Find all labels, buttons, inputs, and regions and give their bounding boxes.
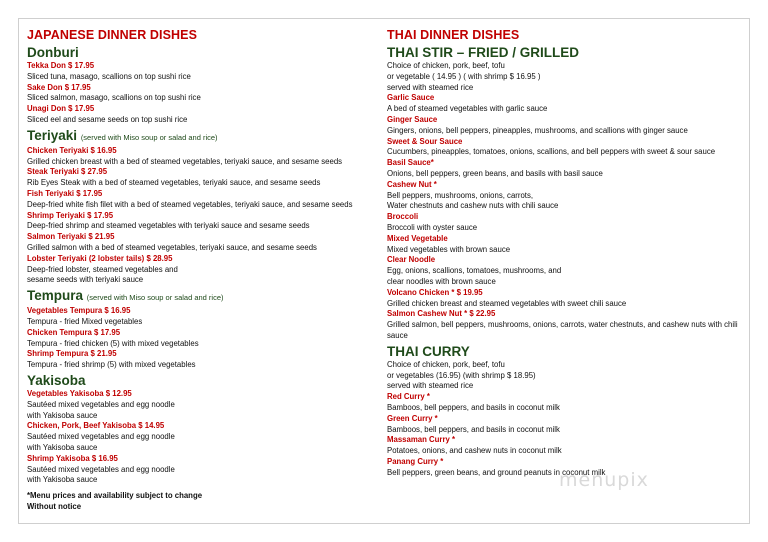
menu-item — [387, 137, 749, 159]
menu-item-description: clear noodles with brown sauce — [387, 276, 496, 286]
menu-item-name: Chicken Teriyaki $ 16.95 — [27, 145, 117, 155]
menu-item-name: Chicken, Pork, Beef Yakisoba $ 14.95 — [27, 421, 165, 431]
yakisoba-heading: Yakisoba — [27, 372, 86, 388]
menu-item — [27, 254, 367, 286]
menu-item — [27, 146, 367, 168]
menu-item-description: Sautéed mixed vegetables and egg noodle — [27, 432, 175, 442]
menu-item-name: Red Curry * — [387, 392, 430, 402]
menu-item-name: Unagi Don $ 17.95 — [27, 104, 95, 114]
menu-item-name: Chicken Tempura $ 17.95 — [27, 327, 121, 337]
donburi-heading: Donburi — [27, 45, 79, 60]
intro-line: or vegetables (16.95) (with shrimp $ 18.95) — [387, 370, 536, 380]
menu-item-name: Sweet & Sour Sauce — [387, 136, 463, 146]
notice-line: *Menu prices and availability subject to change — [27, 491, 203, 501]
japanese-column — [27, 27, 367, 513]
menu-item-description: Grilled salmon with a bed of steamed vegetables, teriyaki sauce, and sesame seeds — [27, 242, 317, 252]
menu-item — [387, 158, 749, 180]
tempura-heading: Tempura (served with Miso soup or salad and rice) — [27, 288, 224, 304]
stirfry-heading: THAI STIR – FRIED / GRILLED — [387, 45, 580, 60]
menu-item-description: Water chestnuts and cashew nuts with chili sauce — [387, 201, 559, 211]
menu-item-description: Sliced eel and sesame seeds on top sushi rice — [27, 114, 188, 124]
menu-item-description: with Yakisoba sauce — [27, 410, 98, 420]
menu-item-description: Sautéed mixed vegetables and egg noodle — [27, 464, 175, 474]
menu-item — [27, 211, 367, 233]
menu-item-name: Volcano Chicken * $ 19.95 — [387, 287, 483, 297]
menu-item-description: sauce — [387, 330, 408, 340]
menu-item — [27, 167, 367, 189]
menu-item — [387, 435, 749, 457]
menu-item — [387, 255, 749, 287]
menu-item-name: Lobster Teriyaki (2 lobster tails) $ 28.95 — [27, 253, 173, 263]
menu-item-description: Deep-fried white fish filet with a bed of steamed vegetables, teriyaki sauce, and sesame seeds — [27, 199, 353, 209]
menu-item — [27, 61, 367, 83]
intro-line: or vegetable ( 14.95 ) ( with shrimp $ 16.95 ) — [387, 71, 541, 81]
menu-item-description: Broccoli with oyster sauce — [387, 222, 478, 232]
menu-item-name: Shrimp Yakisoba $ 16.95 — [27, 453, 118, 463]
teriyaki-list — [27, 146, 367, 286]
menu-item-description: Deep-fried shrimp and steamed vegetables with teriyaki sauce and sesame seeds — [27, 221, 310, 231]
menu-item — [27, 328, 367, 350]
menu-item-description: Grilled chicken breast with a bed of steamed vegetables, teriyaki sauce, and sesame seeds — [27, 156, 343, 166]
menu-item — [27, 349, 367, 371]
menu-item-description: Potatoes, onions, and cashew nuts in coconut milk — [387, 446, 562, 456]
menu-item — [27, 83, 367, 105]
menu-item-name: Tekka Don $ 17.95 — [27, 61, 95, 70]
curry-intro — [387, 360, 749, 392]
menu-item-name: Salmon Cashew Nut * $ 22.95 — [387, 309, 496, 319]
menu-item-description: sesame seeds with teriyaki sauce — [27, 275, 144, 285]
menu-item-description: Sliced tuna, masago, scallions on top sushi rice — [27, 71, 191, 81]
menu-item-description: Bell peppers, green beans, and ground peanuts in coconut milk — [387, 467, 606, 477]
stirfry-intro — [387, 61, 749, 93]
menu-item-description: Bamboos, bell peppers, and basils in coconut milk — [387, 424, 560, 434]
menu-item-description: Rib Eyes Steak with a bed of steamed vegetables, teriyaki sauce, and sesame seeds — [27, 178, 321, 188]
menu-item-description: Bamboos, bell peppers, and basils in coconut milk — [387, 402, 560, 412]
menu-page — [18, 18, 750, 524]
menu-item-name: Fish Teriyaki $ 17.95 — [27, 188, 103, 198]
menu-item — [27, 189, 367, 211]
menu-item-name: Steak Teriyaki $ 27.95 — [27, 167, 108, 177]
menu-item — [27, 232, 367, 254]
menu-item-description: Grilled chicken breast and steamed vegetables with sweet chili sauce — [387, 298, 627, 308]
menu-item — [387, 212, 749, 234]
menu-item-description: Tempura - fried shrimp (5) with mixed vegetables — [27, 360, 196, 370]
menu-item — [387, 180, 749, 212]
menu-item — [387, 115, 749, 137]
menu-item — [387, 234, 749, 256]
menu-item-name: Vegetables Tempura $ 16.95 — [27, 306, 131, 316]
menu-item-name: Salmon Teriyaki $ 21.95 — [27, 232, 115, 242]
menu-item — [27, 389, 367, 421]
menu-item — [387, 309, 749, 341]
menu-item — [27, 306, 367, 328]
menu-item-description: Sautéed mixed vegetables and egg noodle — [27, 399, 175, 409]
tempura-list — [27, 306, 367, 371]
menu-item-name: Massaman Curry * — [387, 435, 456, 445]
teriyaki-heading: Teriyaki (served with Miso soup or salad and rice) — [27, 127, 218, 143]
price-notice — [27, 491, 367, 513]
menu-item-description: with Yakisoba sauce — [27, 442, 98, 452]
menu-item-name: Sake Don $ 17.95 — [27, 82, 91, 92]
menu-item — [387, 392, 749, 414]
intro-line: Choice of chicken, pork, beef, tofu — [387, 359, 505, 369]
japanese-title: JAPANESE DINNER DISHES — [27, 28, 198, 42]
menu-item-name: Basil Sauce* — [387, 158, 434, 168]
menu-item-description: Onions, bell peppers, green beans, and basils with basil sauce — [387, 168, 603, 178]
watermark-logo: menupix — [559, 469, 649, 491]
menu-item-description: Bell peppers, mushrooms, onions, carrots, — [387, 190, 534, 200]
menu-item-name: Shrimp Teriyaki $ 17.95 — [27, 210, 114, 220]
menu-item-description: with Yakisoba sauce — [27, 475, 98, 485]
menu-item — [27, 104, 367, 126]
menu-item-name: Shrimp Tempura $ 21.95 — [27, 349, 117, 359]
menu-item-name: Green Curry * — [387, 413, 438, 423]
menu-item-description: Grilled salmon, bell peppers, mushrooms, onions, carrots, water chestnuts, and cashew nuts with chili — [387, 320, 738, 330]
menu-item-name: Vegetables Yakisoba $ 12.95 — [27, 388, 132, 398]
menu-item-name: Cashew Nut * — [387, 179, 437, 189]
curry-list — [387, 392, 749, 478]
intro-line: served with steamed rice — [387, 82, 474, 92]
menu-item-description: Tempura - fried chicken (5) with mixed vegetables — [27, 338, 199, 348]
menu-item-name: Clear Noodle — [387, 255, 436, 265]
menu-item-description: Gingers, onions, bell peppers, pineapples, mushrooms, and scallions with ginger sauce — [387, 125, 688, 135]
menu-item-description: Cucumbers, pineapples, tomatoes, onions, scallions, and bell peppers with sweet & sour sauce — [387, 147, 716, 157]
intro-line: served with steamed rice — [387, 381, 474, 391]
thai-column — [387, 27, 749, 478]
notice-line: Without notice — [27, 501, 82, 511]
donburi-list — [27, 61, 367, 126]
menu-item-name: Mixed Vegetable — [387, 233, 448, 243]
menu-item — [387, 414, 749, 436]
menu-item-name: Panang Curry * — [387, 456, 444, 466]
menu-item — [387, 93, 749, 115]
menu-item — [27, 454, 367, 486]
menu-item-name: Garlic Sauce — [387, 93, 435, 103]
menu-item-description: Sliced salmon, masago, scallions on top sushi rice — [27, 93, 201, 103]
menu-item-description: Mixed vegetables with brown sauce — [387, 244, 511, 254]
menu-item-description: Egg, onions, scallions, tomatoes, mushrooms, and — [387, 266, 562, 276]
menu-item-description: Deep-fried lobster, steamed vegetables and — [27, 264, 178, 274]
menu-item-description: Tempura - fried Mixed vegetables — [27, 316, 143, 326]
menu-item-name: Broccoli — [387, 212, 419, 222]
menu-item-name: Ginger Sauce — [387, 114, 438, 124]
stirfry-list — [387, 93, 749, 341]
intro-line: Choice of chicken, pork, beef, tofu — [387, 61, 505, 70]
curry-heading: THAI CURRY — [387, 343, 470, 359]
yakisoba-list — [27, 389, 367, 486]
menu-item — [27, 421, 367, 453]
thai-title: THAI DINNER DISHES — [387, 28, 520, 42]
menu-item — [387, 288, 749, 310]
menu-item-description: A bed of steamed vegetables with garlic sauce — [387, 104, 548, 114]
